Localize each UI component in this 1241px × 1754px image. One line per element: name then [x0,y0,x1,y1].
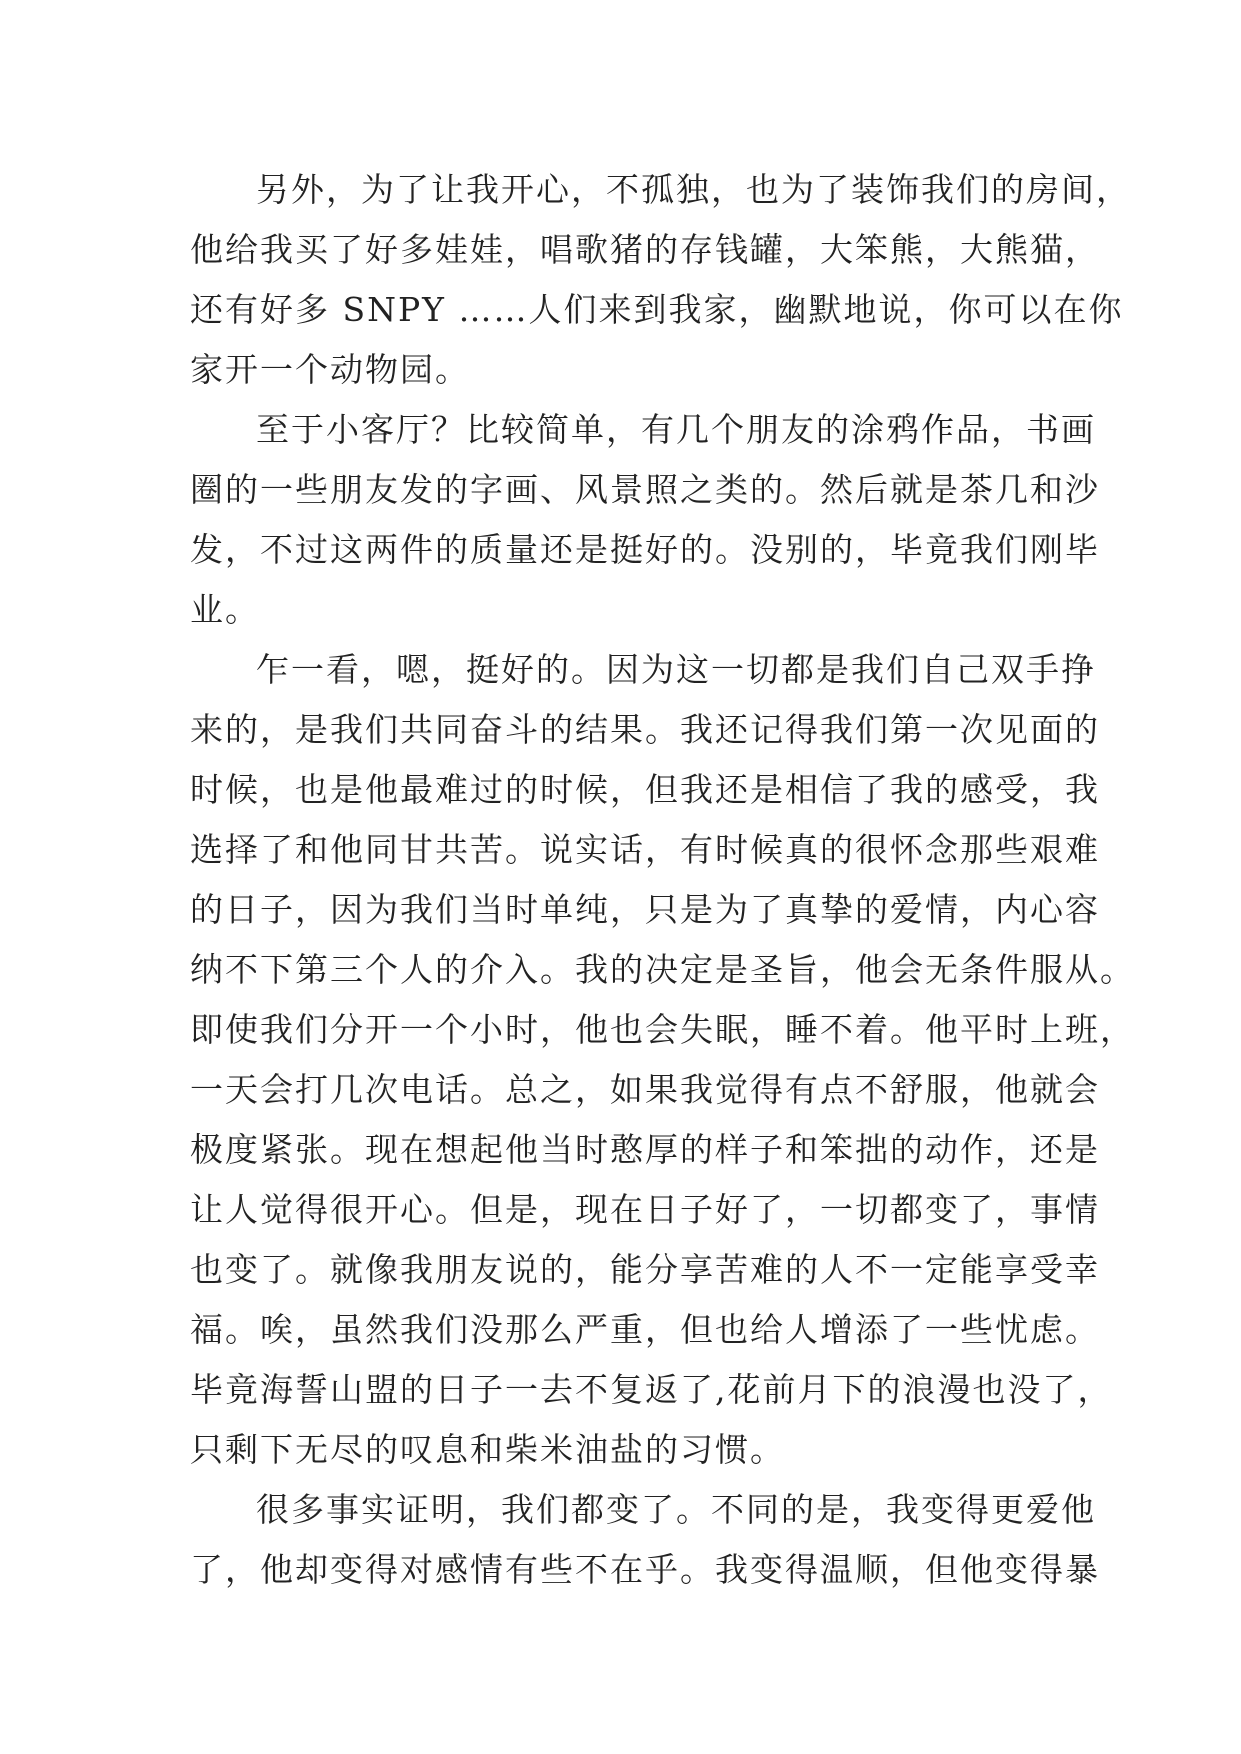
body-text [190,160,1135,1600]
text-line: 毕竟海誓山盟的日子一去不复返了,花前月下的浪漫也没了， [190,1370,1113,1409]
paragraph-4 [190,1480,1100,1600]
text-line: 他给我买了好多娃娃，唱歌猪的存钱罐，大笨熊，大熊猫， [190,230,1100,269]
text-line: 圈的一些朋友发的字画、风景照之类的。然后就是茶几和沙 [190,470,1100,509]
text-line: 也变了。就像我朋友说的，能分享苦难的人不一定能享受幸 [190,1250,1100,1289]
text-line: 只剩下无尽的叹息和柴米油盐的习惯。 [190,1430,785,1469]
text-line: 至于小客厅？比较简单，有几个朋友的涂鸦作品，书画 [256,410,1096,449]
text-line: 另外，为了让我开心，不孤独，也为了装饰我们的房间， [256,170,1131,209]
text-line: 让人觉得很开心。但是，现在日子好了，一切都变了，事情 [190,1190,1100,1229]
text-line: 极度紧张。现在想起他当时憨厚的样子和笨拙的动作，还是 [190,1130,1100,1169]
paragraph-2 [190,400,1100,640]
text-line: 业。 [190,590,260,629]
paragraph-3 [190,640,1135,1480]
text-line: 时候，也是他最难过的时候，但我还是相信了我的感受，我 [190,770,1100,809]
text-line: 来的，是我们共同奋斗的结果。我还记得我们第一次见面的 [190,710,1100,749]
text-line: 的日子，因为我们当时单纯，只是为了真挚的爱情，内心容 [190,890,1100,929]
text-line: 福。唉，虽然我们没那么严重，但也给人增添了一些忧虑。 [190,1310,1100,1349]
paragraph-1 [190,160,1131,400]
text-line: 家开一个动物园。 [190,350,470,389]
text-line: 选择了和他同甘共苦。说实话，有时候真的很怀念那些艰难 [190,830,1100,869]
text-line: 还有好多 SNPY ……人们来到我家，幽默地说，你可以在你 [190,290,1124,329]
text-line: 很多事实证明，我们都变了。不同的是，我变得更爱他 [256,1490,1096,1529]
text-line: 乍一看，嗯，挺好的。因为这一切都是我们自己双手挣 [256,650,1096,689]
text-line: 了，他却变得对感情有些不在乎。我变得温顺，但他变得暴 [190,1550,1100,1589]
text-line: 即使我们分开一个小时，他也会失眠，睡不着。他平时上班， [190,1010,1135,1049]
text-line: 一天会打几次电话。总之，如果我觉得有点不舒服，他就会 [190,1070,1100,1109]
text-line: 发，不过这两件的质量还是挺好的。没别的，毕竟我们刚毕 [190,530,1100,569]
text-line: 纳不下第三个人的介入。我的决定是圣旨，他会无条件服从。 [190,950,1135,989]
